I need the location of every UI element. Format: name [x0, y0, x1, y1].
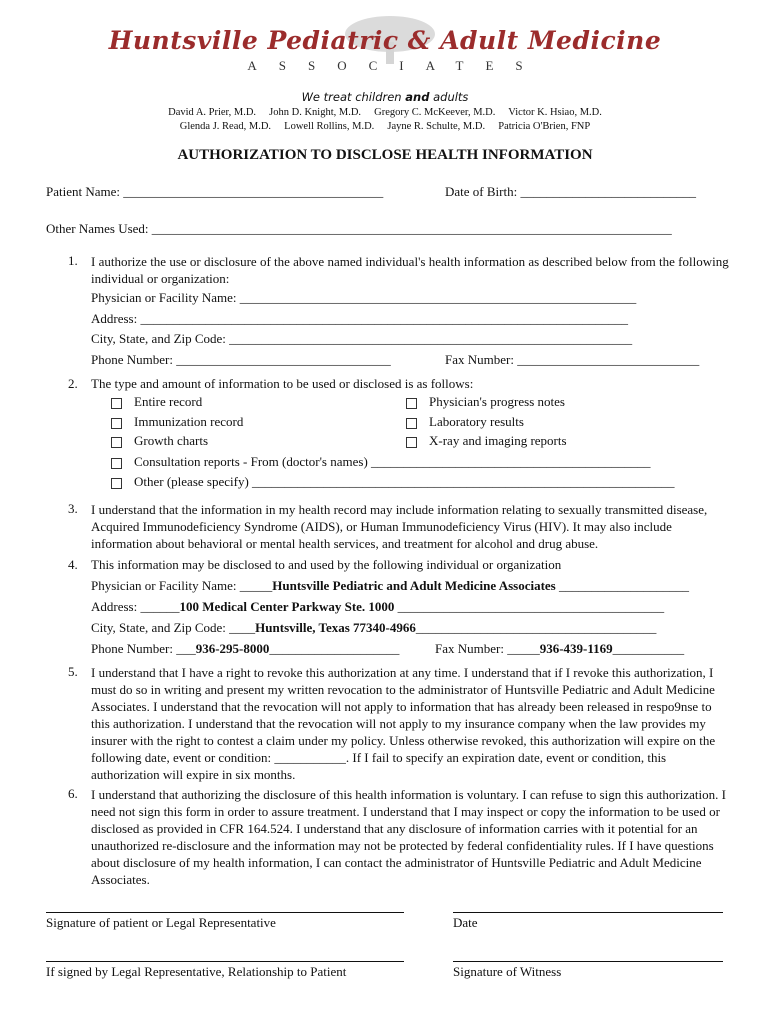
s1-city-field[interactable]: City, State, and Zip Code: ______________________________________________________________	[91, 331, 633, 346]
checkbox-consultation-reports[interactable]: Consultation reports - From (doctor's names) ___________________________________________	[111, 454, 651, 470]
section-2-text: The type and amount of information to be used or disclosed is as follows:	[91, 376, 474, 391]
checkbox-icon[interactable]	[111, 437, 122, 448]
doctors-row-1: David A. Prier, M.D. John D. Knight, M.D. Gregory C. McKeever, M.D. Victor K. Hsiao, M.D.	[168, 107, 602, 118]
checkbox-xray-reports[interactable]: X-ray and imaging reports	[406, 433, 567, 449]
signature-patient-line[interactable]	[46, 912, 404, 913]
checkbox-icon[interactable]	[406, 418, 417, 429]
checkbox-icon[interactable]	[111, 398, 122, 409]
section-5-number: 5.	[68, 664, 78, 679]
section-4-text: This information may be disclosed to and used by the following individual or organization	[91, 557, 562, 572]
s4-city-field: City, State, and Zip Code: ____Huntsville, Texas 77340-4966_____________________________________	[91, 620, 657, 635]
s4-fax-field: Fax Number: _____936-439-1169___________	[435, 641, 685, 656]
checkbox-icon[interactable]	[111, 478, 122, 489]
checkbox-icon[interactable]	[111, 458, 122, 469]
s1-address-field[interactable]: Address: ___________________________________________________________________________	[91, 311, 628, 326]
witness-signature-label: Signature of Witness	[453, 964, 562, 979]
s4-phone-field: Phone Number: ___936-295-8000____________________	[91, 641, 400, 656]
section-6-text: I understand that authorizing the disclosure of this health information is voluntary. I can refuse to sign this authorization. I need not sign this form in order to assure treatment. I understand that I may inspect or copy the information to be used or disclosed as provided in CFR 164.524. I understand that any disclosure of information carries with it potential for an unauthorized re-disclosure and the information may not be protected by federal confidentiality rules. If I have questions about disclosure of my health information, I can contact the administrator of Huntsville Pediatric and Adult Medicine Associates.	[91, 787, 726, 887]
section-4-number: 4.	[68, 557, 78, 572]
signature-date-label: Date	[453, 915, 478, 930]
section-3-text: I understand that the information in my health record may include information relating to sexually transmitted disease, Acquired Immunodeficiency Syndrome (AIDS), or Human Immunodeficiency Virus (HIV). It may also include information about behavioral or mental health services, and treatment for alcohol and drug abuse.	[91, 502, 708, 551]
doctors-row-2: Glenda J. Read, M.D. Lowell Rollins, M.D. Jayne R. Schulte, M.D. Patricia O'Brien, FNP	[179, 121, 591, 132]
checkbox-other[interactable]: Other (please specify) _________________________________________________________________	[111, 474, 675, 490]
letterhead-logo	[0, 22, 770, 82]
checkbox-icon[interactable]	[406, 398, 417, 409]
s4-physician-field: Physician or Facility Name: _____Huntsville Pediatric and Adult Medicine Associates ____________________	[91, 578, 689, 593]
s1-physician-field[interactable]: Physician or Facility Name: _____________________________________________________________	[91, 290, 637, 305]
checkbox-laboratory-results[interactable]: Laboratory results	[406, 414, 524, 430]
relationship-line[interactable]	[46, 961, 404, 962]
logo-subtitle: ASSOCIATES	[247, 58, 545, 73]
section-1-text: I authorize the use or disclosure of the above named individual's health information as described below from the following individual or organization:	[91, 254, 729, 286]
checkbox-progress-notes[interactable]: Physician's progress notes	[406, 394, 565, 410]
s1-phone-field[interactable]: Phone Number: _________________________________	[91, 352, 391, 367]
s4-address-field: Address: ______100 Medical Center Parkway Ste. 1000 _________________________________________	[91, 599, 665, 614]
witness-signature-line[interactable]	[453, 961, 723, 962]
tagline: We treat children and adults	[301, 90, 469, 104]
relationship-label: If signed by Legal Representative, Relationship to Patient	[46, 964, 347, 979]
section-1-number: 1.	[68, 253, 78, 268]
signature-patient-label: Signature of patient or Legal Representative	[46, 915, 276, 930]
other-names-field[interactable]: Other Names Used: ________________________________________________________________________________	[46, 221, 672, 236]
checkbox-growth-charts[interactable]: Growth charts	[111, 433, 208, 449]
section-6-number: 6.	[68, 786, 78, 801]
checkbox-icon[interactable]	[406, 437, 417, 448]
form-title: AUTHORIZATION TO DISCLOSE HEALTH INFORMATION	[177, 147, 593, 163]
dob-field[interactable]: Date of Birth: ___________________________	[445, 184, 696, 199]
section-3-number: 3.	[68, 501, 78, 516]
section-5-text: I understand that I have a right to revoke this authorization at any time. I understand that if I revoke this authorization, I must do so in writing and present my written revocation to the administrator of Huntsville Pediatric and Adult Medicine Associates. I understand that the revocation will not apply to information that has already been released in respo9nse to this authorization. I understand that the revocation will not apply to my insurance company when the law provides my insurer with the right to contest a claim under my policy. Unless otherwise revoked, this authorization will expire on the following date, event or condition: ___________. If I fail to specify an expiration date, event or condition, this authorization will expire in six months.	[91, 665, 716, 782]
patient-name-field[interactable]: Patient Name: ________________________________________	[46, 184, 384, 199]
s1-fax-field[interactable]: Fax Number: ____________________________	[445, 352, 700, 367]
checkbox-immunization-record[interactable]: Immunization record	[111, 414, 243, 430]
signature-date-line[interactable]	[453, 912, 723, 913]
section-2-number: 2.	[68, 376, 78, 391]
checkbox-icon[interactable]	[111, 418, 122, 429]
logo-title: Huntsville Pediatric & Adult Medicine	[108, 26, 662, 55]
checkbox-entire-record[interactable]: Entire record	[111, 394, 202, 410]
